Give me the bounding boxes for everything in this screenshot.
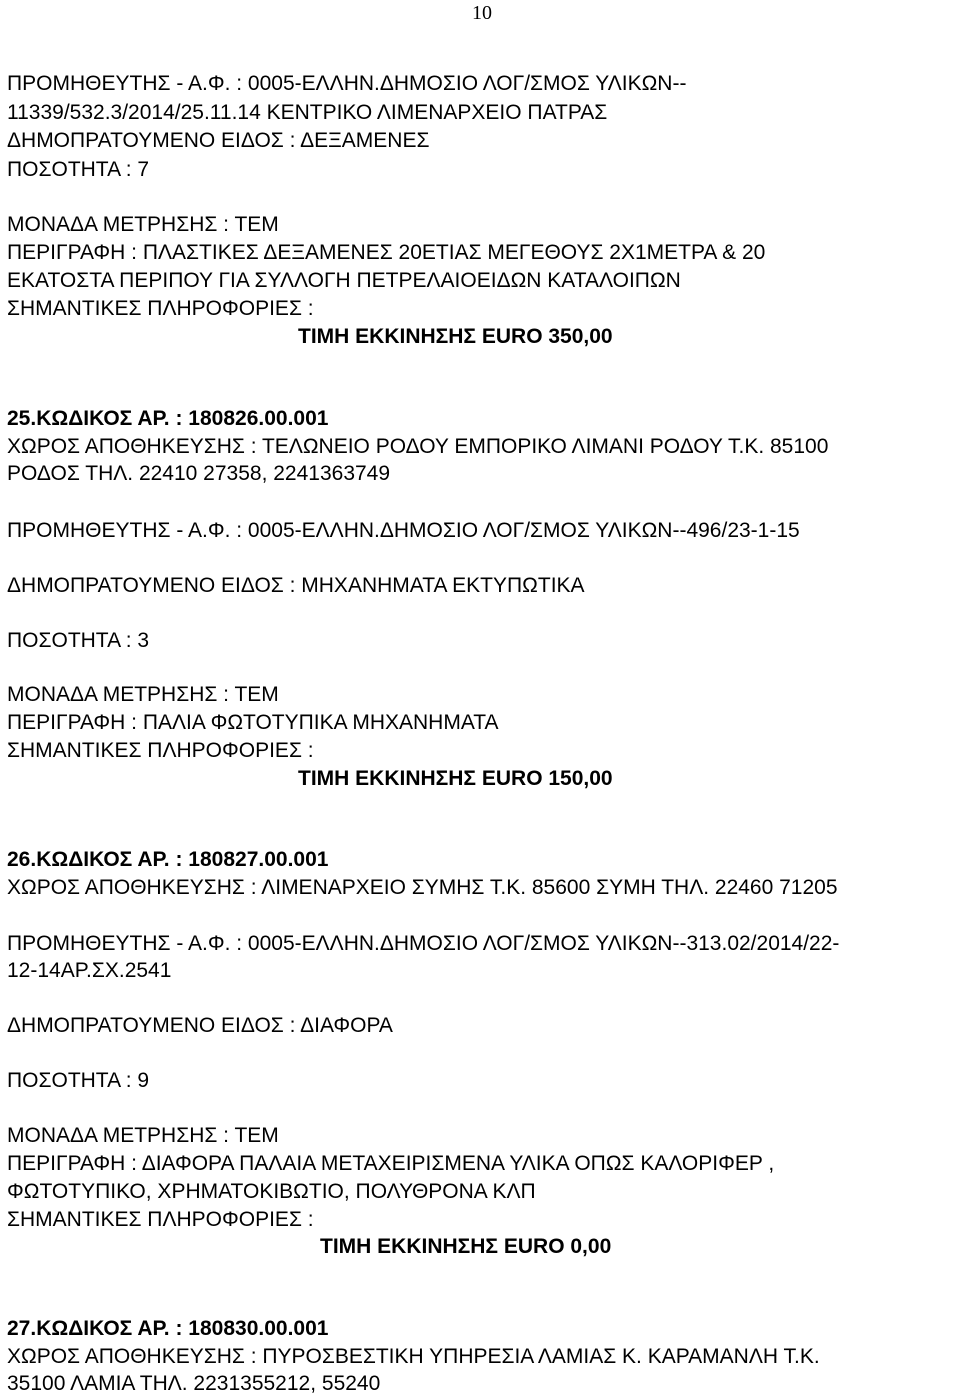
starting-price: ΤΙΜΗ ΕΚΚΙΝΗΣΗΣ EURO 0,00 [320,1235,612,1258]
quantity-line: ΠΟΣΟΤΗΤΑ : 7 [7,158,150,181]
item-type-line: ΔΗΜΟΠΡΑΤΟΥΜΕΝΟ ΕΙΔΟΣ : ΔΙΑΦΟΡΑ [7,1014,393,1037]
item-code-heading: 26.ΚΩΔΙΚΟΣ ΑΡ. : 180827.00.001 [7,848,329,871]
description-line-cont: ΕΚΑΤΟΣΤΑ ΠΕΡΙΠΟΥ ΓΙΑ ΣΥΛΛΟΓΗ ΠΕΤΡΕΛΑΙΟΕΙΔΩΝ ΚΑΤΑΛΟΙΠΩΝ [7,269,681,292]
important-info-label: ΣΗΜΑΝΤΙΚΕΣ ΠΛΗΡΟΦΟΡΙΕΣ : [7,739,314,762]
item-code-heading: 25.ΚΩΔΙΚΟΣ ΑΡ. : 180826.00.001 [7,407,329,430]
quantity-line: ΠΟΣΟΤΗΤΑ : 9 [7,1069,150,1092]
quantity-line: ΠΟΣΟΤΗΤΑ : 3 [7,629,150,652]
starting-price: ΤΙΜΗ ΕΚΚΙΝΗΣΗΣ EURO 150,00 [298,767,613,790]
item-type-line: ΔΗΜΟΠΡΑΤΟΥΜΕΝΟ ΕΙΔΟΣ : ΔΕΞΑΜΕΝΕΣ [7,129,430,152]
storage-location-line-cont: 35100 ΛΑΜΙΑ ΤΗΛ. 2231355212, 55240 [7,1372,381,1395]
description-line: ΠΕΡΙΓΡΑΦΗ : ΔΙΑΦΟΡΑ ΠΑΛΑΙΑ ΜΕΤΑΧΕΙΡΙΣΜΕΝΑ ΥΛΙΚΑ ΟΠΩΣ ΚΑΛΟΡΙΦΕΡ , [7,1152,775,1175]
important-info-label: ΣΗΜΑΝΤΙΚΕΣ ΠΛΗΡΟΦΟΡΙΕΣ : [7,297,314,320]
supplier-line: ΠΡΟΜΗΘΕΥΤΗΣ - Α.Φ. : 0005-ΕΛΛΗΝ.ΔΗΜΟΣΙΟ ΛΟΓ/ΣΜΟΣ ΥΛΙΚΩΝ--496/23-1-15 [7,519,800,542]
unit-line: ΜΟΝΑΔΑ ΜΕΤΡΗΣΗΣ : ΤΕΜ [7,1124,279,1147]
item-type-line: ΔΗΜΟΠΡΑΤΟΥΜΕΝΟ ΕΙΔΟΣ : ΜΗΧΑΝΗΜΑΤΑ ΕΚΤΥΠΩΤΙΚΑ [7,574,585,597]
storage-location-line: ΧΩΡΟΣ ΑΠΟΘΗΚΕΥΣΗΣ : ΠΥΡΟΣΒΕΣΤΙΚΗ ΥΠΗΡΕΣΙΑ ΛΑΜΙΑΣ Κ. ΚΑΡΑΜΑΝΛΗ Τ.Κ. [7,1345,820,1368]
storage-location-line: ΧΩΡΟΣ ΑΠΟΘΗΚΕΥΣΗΣ : ΛΙΜΕΝΑΡΧΕΙΟ ΣΥΜΗΣ Τ.Κ. 85600 ΣΥΜΗ ΤΗΛ. 22460 71205 [7,876,838,899]
storage-location-line: ΧΩΡΟΣ ΑΠΟΘΗΚΕΥΣΗΣ : ΤΕΛΩΝΕΙΟ ΡΟΔΟΥ ΕΜΠΟΡΙΚΟ ΛΙΜΑΝΙ ΡΟΔΟΥ Τ.Κ. 85100 [7,435,829,458]
item-code-heading: 27.ΚΩΔΙΚΟΣ ΑΡ. : 180830.00.001 [7,1317,329,1340]
storage-location-line-cont: ΡΟΔΟΣ ΤΗΛ. 22410 27358, 2241363749 [7,462,391,485]
supplier-line-cont: 12-14ΑΡ.ΣΧ.2541 [7,959,172,982]
supplier-line: ΠΡΟΜΗΘΕΥΤΗΣ - Α.Φ. : 0005-ΕΛΛΗΝ.ΔΗΜΟΣΙΟ ΛΟΓ/ΣΜΟΣ ΥΛΙΚΩΝ-- [7,72,687,95]
description-line: ΠΕΡΙΓΡΑΦΗ : ΠΑΛΙΑ ΦΩΤΟΤΥΠΙΚΑ ΜΗΧΑΝΗΜΑΤΑ [7,711,499,734]
supplier-line: ΠΡΟΜΗΘΕΥΤΗΣ - Α.Φ. : 0005-ΕΛΛΗΝ.ΔΗΜΟΣΙΟ ΛΟΓ/ΣΜΟΣ ΥΛΙΚΩΝ--313.02/2014/22- [7,932,840,955]
description-line-cont: ΦΩΤΟΤΥΠΙΚΟ, ΧΡΗΜΑΤΟΚΙΒΩΤΙΟ, ΠΟΛΥΘΡΟΝΑ ΚΛΠ [7,1180,536,1203]
unit-line: ΜΟΝΑΔΑ ΜΕΤΡΗΣΗΣ : ΤΕΜ [7,213,279,236]
starting-price: ΤΙΜΗ ΕΚΚΙΝΗΣΗΣ EURO 350,00 [298,325,613,348]
description-line: ΠΕΡΙΓΡΑΦΗ : ΠΛΑΣΤΙΚΕΣ ΔΕΞΑΜΕΝΕΣ 20ΕΤΙΑΣ ΜΕΓΕΘΟΥΣ 2Χ1ΜΕΤΡΑ & 20 [7,241,766,264]
page-number: 10 [472,2,492,24]
unit-line: ΜΟΝΑΔΑ ΜΕΤΡΗΣΗΣ : ΤΕΜ [7,683,279,706]
supplier-line-cont: 11339/532.3/2014/25.11.14 ΚΕΝΤΡΙΚΟ ΛΙΜΕΝΑΡΧΕΙΟ ΠΑΤΡΑΣ [7,101,608,124]
important-info-label: ΣΗΜΑΝΤΙΚΕΣ ΠΛΗΡΟΦΟΡΙΕΣ : [7,1208,314,1231]
